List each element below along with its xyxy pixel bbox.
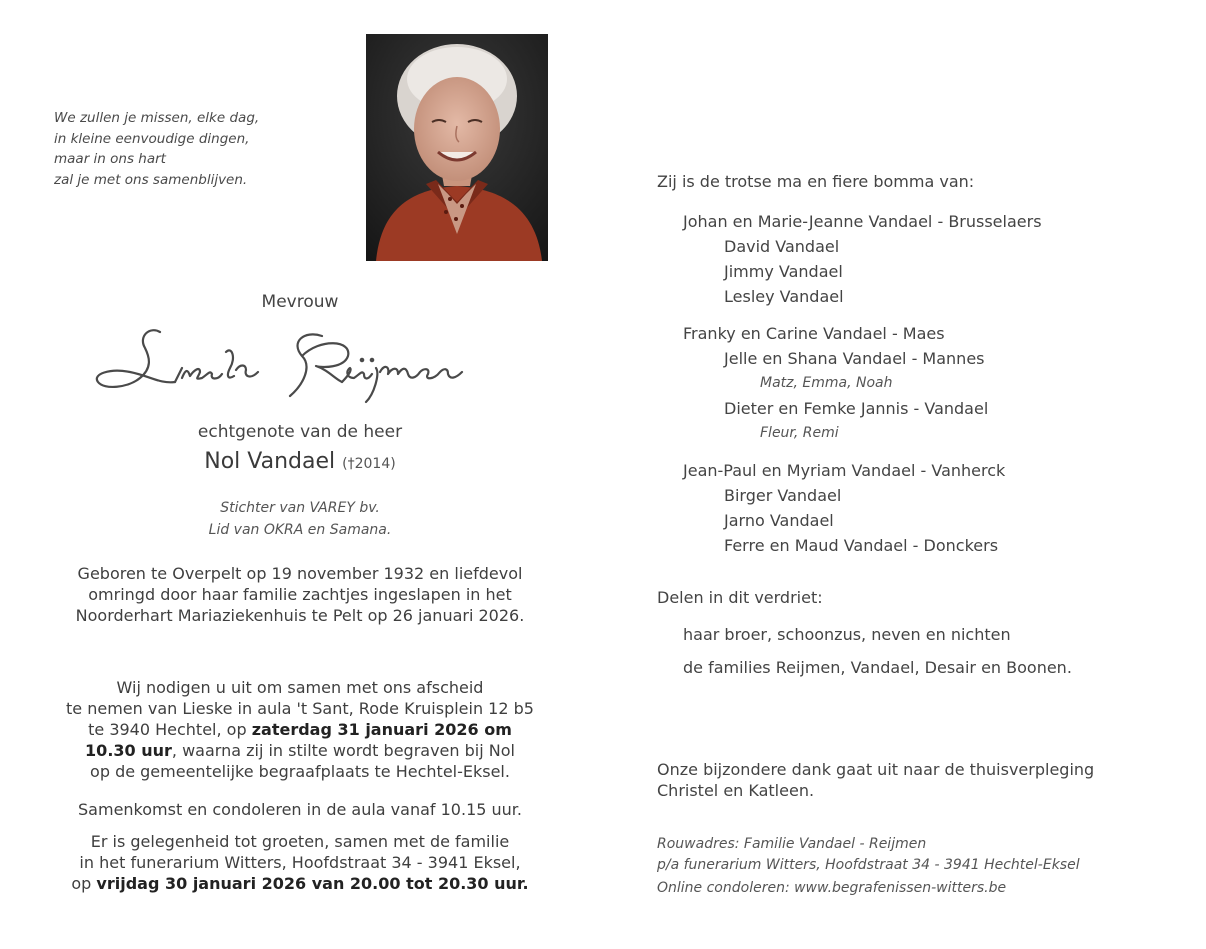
family-parents: Jean-Paul en Myriam Vandael - Vanherck bbox=[683, 461, 1006, 480]
paragraph-line bbox=[40, 873, 560, 894]
birth-death-paragraph bbox=[40, 563, 560, 626]
role-line: Lid van OKRA en Samana. bbox=[208, 522, 392, 538]
share-line: de families Reijmen, Vandael, Desair en Boonen. bbox=[683, 658, 1072, 677]
mourning-address: Rouwadres: Familie Vandael - Reijmen bbox=[657, 836, 927, 852]
paragraph-line: Onze bijzondere dank gaat uit naar de thuisverpleging bbox=[657, 760, 1095, 779]
paragraph-line bbox=[40, 740, 560, 761]
family-child: Jimmy Vandael bbox=[724, 262, 843, 281]
spouse-name-line bbox=[100, 449, 500, 474]
family-child: Jelle en Shana Vandael - Mannes bbox=[724, 349, 985, 368]
paragraph-line bbox=[40, 719, 560, 740]
family-child: Dieter en Femke Jannis - Vandael bbox=[724, 399, 989, 418]
paragraph-line: op de gemeentelijke begraafplaats te Hechtel-Eksel. bbox=[90, 762, 510, 781]
family-parents: Johan en Marie-Jeanne Vandael - Brusselaers bbox=[683, 212, 1042, 231]
family-grandchildren: Matz, Emma, Noah bbox=[760, 375, 893, 391]
signature-graphic bbox=[90, 318, 510, 408]
paragraph-line: Wij nodigen u uit om samen met ons afscheid bbox=[116, 678, 484, 697]
spouse-death-year: (†2014) bbox=[342, 456, 396, 472]
family-grandchildren: Fleur, Remi bbox=[760, 425, 839, 441]
footer-contact bbox=[657, 834, 1080, 899]
grandma-heading: Zij is de trotse ma en fiere bomma van: bbox=[657, 172, 975, 191]
share-heading: Delen in dit verdriet: bbox=[657, 588, 823, 607]
visitation-paragraph bbox=[40, 831, 560, 894]
poem-line: in kleine eenvoudige dingen, bbox=[54, 130, 250, 147]
text-fragment: , waarna zij in stilte wordt begraven bij Nol bbox=[171, 741, 515, 760]
paragraph-line: Er is gelegenheid tot groeten, samen met de familie bbox=[90, 832, 510, 851]
poem-line: We zullen je missen, elke dag, bbox=[54, 110, 260, 126]
family-child: David Vandael bbox=[724, 237, 840, 256]
spouse-name: Nol Vandael bbox=[204, 449, 336, 474]
paragraph-line: Geboren te Overpelt op 19 november 1932 en liefdevol bbox=[77, 564, 523, 583]
paragraph-line: te nemen van Lieske in aula 't Sant, Rode Kruisplein 12 b5 bbox=[66, 699, 534, 718]
family-child: Ferre en Maud Vandael - Donckers bbox=[724, 536, 999, 555]
family-list bbox=[683, 209, 1183, 558]
paragraph-line: Christel en Katleen. bbox=[657, 781, 815, 800]
paragraph-line: Noorderhart Mariaziekenhuis te Pelt op 26 januari 2026. bbox=[75, 606, 525, 625]
funeral-invitation bbox=[40, 677, 560, 782]
family-child: Birger Vandael bbox=[724, 486, 842, 505]
poem bbox=[54, 108, 314, 190]
paragraph-line: omringd door haar familie zachtjes ingeslapen in het bbox=[88, 585, 512, 604]
portrait-illustration bbox=[366, 34, 548, 261]
gathering-line: Samenkomst en condoleren in de aula vanaf 10.15 uur. bbox=[78, 800, 522, 819]
roles bbox=[150, 497, 450, 541]
mourning-address-line2: p/a funerarium Witters, Hoofdstraat 34 - 3941 Hechtel-Eksel bbox=[657, 857, 1080, 873]
spouse-intro: echtgenote van de heer bbox=[197, 422, 403, 442]
deceased-name-signature bbox=[90, 318, 510, 408]
paragraph-line: in het funerarium Witters, Hoofdstraat 34 - 3941 Eksel, bbox=[79, 853, 521, 872]
share-line: haar broer, schoonzus, neven en nichten bbox=[683, 625, 1011, 644]
family-parents: Franky en Carine Vandael - Maes bbox=[683, 324, 945, 343]
role-line: Stichter van VAREY bv. bbox=[220, 500, 380, 516]
thanks-paragraph bbox=[657, 759, 1094, 801]
funeral-date: zaterdag 31 januari 2026 om bbox=[251, 720, 512, 739]
text-fragment: op bbox=[71, 874, 97, 893]
portrait-photo bbox=[366, 34, 548, 261]
family-child: Lesley Vandael bbox=[724, 287, 844, 306]
online-condolence-link[interactable]: Online condoleren: www.begrafenissen-witters.be bbox=[657, 880, 1007, 896]
poem-line: zal je met ons samenblijven. bbox=[54, 171, 248, 188]
deceased-title: Mevrouw bbox=[261, 292, 339, 312]
family-child: Jarno Vandael bbox=[724, 511, 834, 530]
text-fragment: te 3940 Hechtel, op bbox=[88, 720, 252, 739]
poem-line: maar in ons hart bbox=[54, 151, 166, 167]
share-list bbox=[683, 625, 1072, 691]
visitation-date: vrijdag 30 januari 2026 van 20.00 tot 20.30 uur. bbox=[96, 874, 529, 893]
funeral-time: 10.30 uur bbox=[85, 741, 172, 760]
